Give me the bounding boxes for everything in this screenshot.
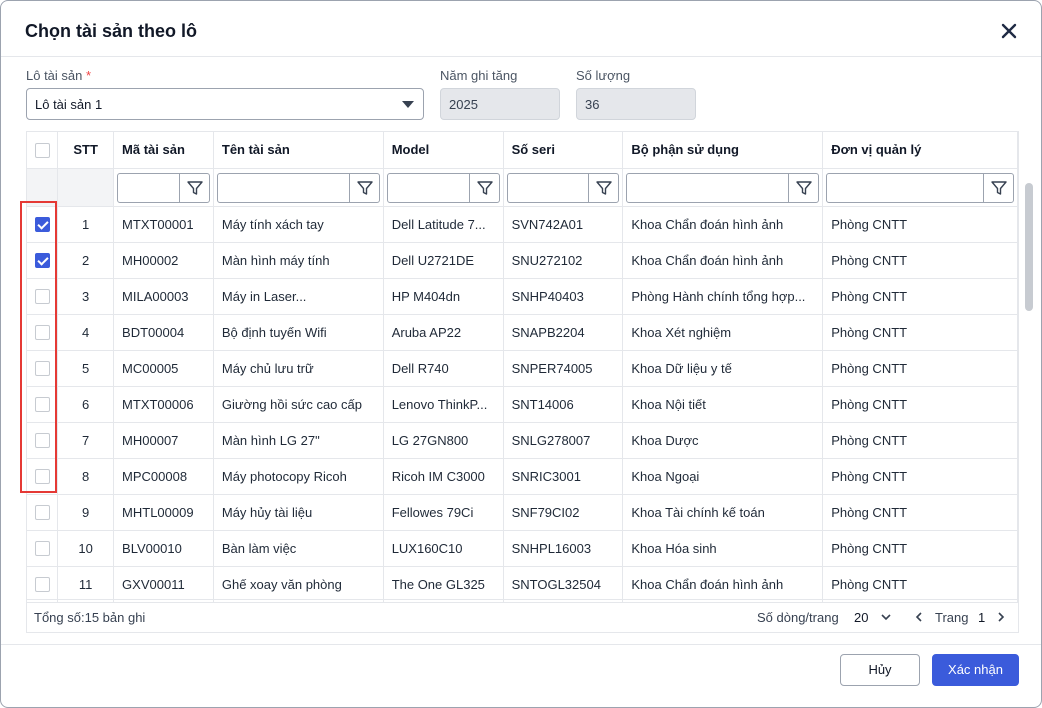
column-header-code: Mã tài sản bbox=[114, 132, 214, 168]
table-row[interactable] bbox=[27, 350, 1018, 386]
row-serial: SNLG278007 bbox=[503, 422, 623, 458]
chevron-right-icon[interactable] bbox=[994, 610, 1008, 624]
row-checkbox-cell[interactable] bbox=[27, 494, 58, 530]
row-code: MH00002 bbox=[114, 242, 214, 278]
row-model: Dell U2721DE bbox=[383, 242, 503, 278]
chevron-left-icon[interactable] bbox=[912, 610, 926, 624]
filter-cell-unit bbox=[823, 168, 1018, 206]
row-model: Ricoh IM C3000 bbox=[383, 458, 503, 494]
page-label: Trang bbox=[935, 610, 969, 625]
row-checkbox[interactable] bbox=[35, 577, 50, 592]
row-model: Fellowes 79Ci bbox=[383, 494, 503, 530]
column-header-name: Tên tài sản bbox=[213, 132, 383, 168]
row-serial: SNTOGL32504 bbox=[503, 566, 623, 602]
column-header-unit: Đơn vị quản lý bbox=[823, 132, 1018, 168]
row-model: Dell R740 bbox=[383, 350, 503, 386]
filter-icon[interactable] bbox=[990, 179, 1008, 197]
table-row[interactable] bbox=[27, 494, 1018, 530]
confirm-button[interactable]: Xác nhận bbox=[932, 654, 1019, 686]
lot-select-value: Lô tài sản 1 bbox=[35, 97, 103, 112]
row-name: Bàn làm việc bbox=[213, 530, 383, 566]
column-header-department: Bộ phận sử dụng bbox=[623, 132, 823, 168]
dropdown-arrow-icon[interactable] bbox=[402, 101, 414, 108]
row-checkbox-cell[interactable] bbox=[27, 530, 58, 566]
row-stt: 10 bbox=[58, 530, 114, 566]
assets-table bbox=[26, 131, 1019, 633]
filter-input-serial[interactable] bbox=[507, 173, 620, 203]
row-code: MTXT00006 bbox=[114, 386, 214, 422]
row-unit: Phòng CNTT bbox=[823, 422, 1018, 458]
row-stt: 3 bbox=[58, 278, 114, 314]
table-row[interactable] bbox=[27, 242, 1018, 278]
row-stt: 6 bbox=[58, 386, 114, 422]
row-unit: Phòng CNTT bbox=[823, 278, 1018, 314]
row-stt: 7 bbox=[58, 422, 114, 458]
row-department: Khoa Chẩn đoán hình ảnh bbox=[623, 242, 823, 278]
row-serial: SVN742A01 bbox=[503, 206, 623, 242]
table-row[interactable] bbox=[27, 422, 1018, 458]
table-header-row bbox=[27, 132, 1018, 168]
row-stt: 9 bbox=[58, 494, 114, 530]
row-name: Màn hình máy tính bbox=[213, 242, 383, 278]
filter-icon[interactable] bbox=[476, 179, 494, 197]
row-department: Khoa Xét nghiệm bbox=[623, 314, 823, 350]
row-name: Máy hủy tài liệu bbox=[213, 494, 383, 530]
row-department: Khoa Dữ liệu y tế bbox=[623, 350, 823, 386]
close-icon[interactable] bbox=[997, 19, 1021, 43]
lot-label-text: Lô tài sản bbox=[26, 68, 83, 83]
row-model: LG 27GN800 bbox=[383, 422, 503, 458]
row-serial: SNHPL16003 bbox=[503, 530, 623, 566]
row-serial: SNT14006 bbox=[503, 386, 623, 422]
filter-cell-code bbox=[114, 168, 214, 206]
row-department: Khoa Chẩn đoán hình ảnh bbox=[623, 566, 823, 602]
table-row[interactable] bbox=[27, 314, 1018, 350]
column-header-stt: STT bbox=[58, 132, 114, 168]
filter-input-name[interactable] bbox=[217, 173, 380, 203]
table-row[interactable] bbox=[27, 278, 1018, 314]
filter-button-unit[interactable] bbox=[983, 174, 1013, 202]
row-name: Bộ định tuyến Wifi bbox=[213, 314, 383, 350]
year-label: Năm ghi tăng bbox=[440, 68, 518, 83]
footer-divider bbox=[1, 644, 1041, 645]
row-unit: Phòng CNTT bbox=[823, 566, 1018, 602]
table-row[interactable] bbox=[27, 206, 1018, 242]
row-name: Máy tính xách tay bbox=[213, 206, 383, 242]
filter-stub bbox=[58, 168, 114, 206]
row-department: Khoa Tài chính kế toán bbox=[623, 494, 823, 530]
filter-icon[interactable] bbox=[356, 179, 374, 197]
filter-cell-model bbox=[383, 168, 503, 206]
table-row[interactable] bbox=[27, 530, 1018, 566]
row-unit: Phòng CNTT bbox=[823, 386, 1018, 422]
row-stt: 5 bbox=[58, 350, 114, 386]
page-size-label: Số dòng/trang bbox=[757, 610, 839, 625]
checkbox-highlight-box bbox=[20, 201, 57, 493]
row-stt: 1 bbox=[58, 206, 114, 242]
row-name: Máy in Laser... bbox=[213, 278, 383, 314]
row-name: Máy photocopy Ricoh bbox=[213, 458, 383, 494]
row-department: Khoa Chẩn đoán hình ảnh bbox=[623, 206, 823, 242]
row-model: LUX160C10 bbox=[383, 530, 503, 566]
page-size-value[interactable]: 20 bbox=[854, 610, 869, 625]
filter-input-model[interactable] bbox=[387, 173, 500, 203]
row-serial: SNPER74005 bbox=[503, 350, 623, 386]
row-stt: 2 bbox=[58, 242, 114, 278]
filter-button-department[interactable] bbox=[788, 174, 818, 202]
row-code: BDT00004 bbox=[114, 314, 214, 350]
table-row[interactable] bbox=[27, 458, 1018, 494]
row-unit: Phòng CNTT bbox=[823, 206, 1018, 242]
row-checkbox[interactable] bbox=[35, 505, 50, 520]
filter-icon[interactable] bbox=[186, 179, 204, 197]
dialog-title: Chọn tài sản theo lô bbox=[25, 21, 198, 41]
select-all-checkbox-cell[interactable] bbox=[27, 132, 58, 168]
row-department: Khoa Ngoại bbox=[623, 458, 823, 494]
row-model: HP M404dn bbox=[383, 278, 503, 314]
row-serial: SNU272102 bbox=[503, 242, 623, 278]
quantity-label: Số lượng bbox=[576, 68, 631, 83]
row-code: BLV00010 bbox=[114, 530, 214, 566]
row-stt: 8 bbox=[58, 458, 114, 494]
cancel-button[interactable]: Hủy bbox=[840, 654, 920, 686]
total-records: Tổng số:15 bản ghi bbox=[34, 610, 146, 625]
filter-icon[interactable] bbox=[795, 179, 813, 197]
row-unit: Phòng CNTT bbox=[823, 242, 1018, 278]
row-model: Aruba AP22 bbox=[383, 314, 503, 350]
row-model: Dell Latitude 7... bbox=[383, 206, 503, 242]
chevron-down-icon[interactable] bbox=[879, 610, 893, 624]
filter-row bbox=[27, 168, 1018, 206]
row-department: Phòng Hành chính tổng hợp... bbox=[623, 278, 823, 314]
row-unit: Phòng CNTT bbox=[823, 494, 1018, 530]
row-checkbox[interactable] bbox=[35, 541, 50, 556]
row-code: MTXT00001 bbox=[114, 206, 214, 242]
filter-cell-department bbox=[623, 168, 823, 206]
row-stt: 11 bbox=[58, 566, 114, 602]
table-scrollbar[interactable] bbox=[1025, 183, 1033, 311]
filter-cell-name bbox=[213, 168, 383, 206]
select-all-checkbox[interactable] bbox=[35, 143, 50, 158]
row-code: MHTL00009 bbox=[114, 494, 214, 530]
year-field: 2025 bbox=[440, 88, 560, 120]
row-code: MC00005 bbox=[114, 350, 214, 386]
filter-button-code[interactable] bbox=[179, 174, 209, 202]
row-unit: Phòng CNTT bbox=[823, 530, 1018, 566]
row-name: Giường hồi sức cao cấp bbox=[213, 386, 383, 422]
row-name: Màn hình LG 27" bbox=[213, 422, 383, 458]
table-footer bbox=[26, 599, 1019, 633]
row-code: MPC00008 bbox=[114, 458, 214, 494]
row-department: Khoa Nội tiết bbox=[623, 386, 823, 422]
row-code: MILA00003 bbox=[114, 278, 214, 314]
filter-button-model[interactable] bbox=[469, 174, 499, 202]
filter-input-department[interactable] bbox=[626, 173, 819, 203]
row-checkbox-cell[interactable] bbox=[27, 566, 58, 602]
quantity-field: 36 bbox=[576, 88, 696, 120]
dialog-header bbox=[1, 1, 1041, 57]
filter-icon[interactable] bbox=[595, 179, 613, 197]
page-number: 1 bbox=[978, 610, 986, 625]
column-header-serial: Số seri bbox=[503, 132, 623, 168]
row-stt: 4 bbox=[58, 314, 114, 350]
filter-input-code[interactable] bbox=[117, 173, 210, 203]
row-department: Khoa Dược bbox=[623, 422, 823, 458]
row-serial: SNRIC3001 bbox=[503, 458, 623, 494]
row-serial: SNHP40403 bbox=[503, 278, 623, 314]
lot-select[interactable] bbox=[26, 88, 424, 120]
row-department: Khoa Hóa sinh bbox=[623, 530, 823, 566]
column-header-model: Model bbox=[383, 132, 503, 168]
filter-button-serial[interactable] bbox=[588, 174, 618, 202]
filter-cell-serial bbox=[503, 168, 623, 206]
filter-input-unit[interactable] bbox=[826, 173, 1014, 203]
row-name: Máy chủ lưu trữ bbox=[213, 350, 383, 386]
row-name: Ghế xoay văn phòng bbox=[213, 566, 383, 602]
row-unit: Phòng CNTT bbox=[823, 458, 1018, 494]
row-serial: SNAPB2204 bbox=[503, 314, 623, 350]
row-unit: Phòng CNTT bbox=[823, 314, 1018, 350]
required-mark: * bbox=[86, 68, 92, 83]
filter-button-name[interactable] bbox=[349, 174, 379, 202]
row-code: GXV00011 bbox=[114, 566, 214, 602]
row-model: The One GL325 bbox=[383, 566, 503, 602]
row-code: MH00007 bbox=[114, 422, 214, 458]
table-row[interactable] bbox=[27, 386, 1018, 422]
lot-label bbox=[26, 68, 91, 83]
row-unit: Phòng CNTT bbox=[823, 350, 1018, 386]
row-serial: SNF79CI02 bbox=[503, 494, 623, 530]
table-row[interactable] bbox=[27, 566, 1018, 602]
row-model: Lenovo ThinkP... bbox=[383, 386, 503, 422]
